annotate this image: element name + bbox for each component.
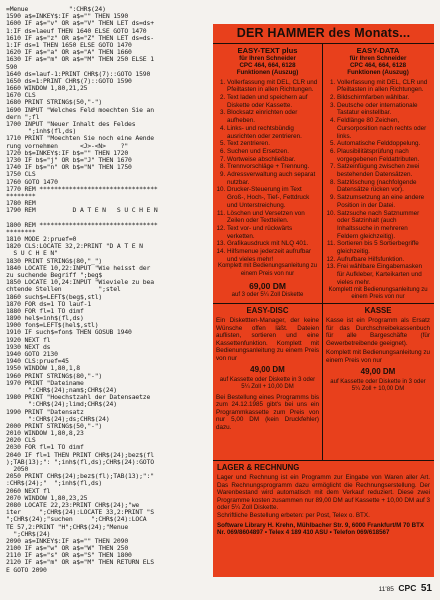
- easy-disc-text: Ein Diskettten-Manager, der keine Wünsche offen läßt. Dateien auflisten, sortieren und eine Kassettenfunktion. Komplett mit Bedienungsanleitung zu einem Preis von nur: [216, 317, 319, 362]
- listing-line: 1810 MODE 2:pruef=0: [6, 235, 77, 243]
- kasse-price-note: auf Kassette oder Diskette in 3 oder 5¼ Zoll + 10,00 DM: [330, 378, 426, 392]
- listing-line: 2020 CLS: [6, 436, 36, 445]
- listing-line: ";inh$(fl,ds): [28, 127, 77, 136]
- listing-line: 1750 CLS: [6, 170, 36, 179]
- listing-line: ********: [6, 191, 36, 200]
- listing-line: 2050: [13, 465, 29, 473]
- lager-text: Lager und Rechnung ist ein Programm zur Eingabe von Waren aller Art. Das Rechnungsprogramm dazu ermöglicht die Rechnungserstellung. Der Warenbestand wird automatisch mit dem Verkauf reduziert. Diese zwei Programme kosten zusammen nur 89,00 DM auf Kassette + 10,00 DM auf 3 oder 5¼ Zoll Diskette.: [217, 474, 430, 512]
- listing-line: 1620 IF a$="a" OR a$="A" THEN 1660: [6, 48, 132, 57]
- listing-line: 1900 fon$=LEFT$(hel$,stl): [6, 321, 99, 330]
- page-number: 51: [420, 583, 432, 594]
- listing-line: 1940 CLS:pruef=45: [6, 357, 69, 366]
- easy-data-sub-3: Funktionen (Auszug): [347, 69, 409, 77]
- easy-disc-title: EASY-DISC: [246, 306, 289, 315]
- feature-item: 9. Satzumsetzung an eine andere Position in der Datei.: [337, 194, 430, 209]
- listing-line: 1970 PRINT "Dateiname: [6, 378, 84, 387]
- listing-line: 1:IF ds=laeuf THEN 1640 ELSE GOTO 1470: [6, 26, 147, 35]
- listing-line: 1740 IF b$="n" OR b$="N" THEN 1750: [6, 163, 132, 172]
- listing-line: 1760 GOTO 1470: [6, 177, 58, 186]
- listing-line: 1990 PRINT "Datensatz: [6, 407, 84, 416]
- listing-line: 1730 IF b$="j" OR b$="J" THEN 1670: [6, 155, 132, 164]
- easy-text-price: 69,00 DM: [249, 280, 286, 291]
- easy-disc-price: 49,00 DM: [250, 364, 285, 374]
- listing-line: 1820 CLS:LOCATE 32,2:PRINT "D A T E N: [6, 242, 143, 251]
- listing-line: ":CHR$(24);ds;CHR$(24): [28, 414, 110, 423]
- kasse-column: [323, 304, 433, 460]
- easy-text-manual: Komplett mit Bedienungsanleitung zu einem Preis von nur: [217, 263, 318, 277]
- feature-item: 13. Frei wählbare Eingabemasken für Aufkleber, Karteikarten und vieles mehr.: [337, 263, 430, 286]
- listing-line: 1780 REM: [6, 199, 36, 208]
- listing-line: :CHR$(24);" ";inh$(fl,ds): [6, 479, 103, 488]
- feature-item: 13. Grafikausdruck mit NLQ 401.: [227, 240, 319, 248]
- easy-text-sub-2: CPC 464, 664, 6128: [239, 62, 296, 70]
- listing-line: 2100 IF a$="w" OR a$="W" THEN 250: [6, 544, 129, 553]
- listing-line: 2050 PRINT CHR$(24);bez$(fl);TAB(13);":": [6, 472, 154, 481]
- listing-line: 1960 PRINT STRING$(80,"-"): [6, 371, 103, 380]
- listing-line: 1660 WINDOW 1,80,21,25: [6, 84, 88, 93]
- listing-line: iter ";CHR$(24):LOCATE 33,2:PRINT "S: [6, 508, 154, 517]
- listing-line: 1890 hel$=inh$(fl,ds): [6, 314, 84, 323]
- kasse-price: 49,00 DM: [360, 366, 396, 376]
- listing-line: 2040 IF fl=1 THEN PRINT CHR$(24);bez$(fl: [6, 450, 154, 459]
- feature-item: 10. Drucker-Steuerung im Text Groß-, Hoch-, Tief-, Fettdruck und Unterstreichung.: [227, 186, 319, 209]
- feature-item: 6. Suchen und Ersetzen.: [227, 148, 319, 156]
- listing-line: 1630 IF a$="m" OR a$="M" THEN 250 ELSE 1: [6, 55, 154, 64]
- feature-item: 3. Deutsche oder internationale Tastatur einstellbar.: [337, 102, 430, 117]
- listing-line: 1920 NEXT fl: [6, 335, 51, 344]
- listing-line: 1840 LOCATE 10,22:INPUT "Wie heisst der: [6, 263, 151, 272]
- listing-line: 1790 REM D A T E N S U C H E N: [6, 206, 158, 215]
- product-columns: [213, 44, 434, 304]
- easy-text-sub-3: Funktionen (Auszug): [236, 69, 299, 77]
- vendor-address: Software Library H. Krehn, Mühlbacher Str. 9, 6000 Frankfurt/M 70 BTX Nr. 069/8604897 • Telex 4 189 410 ASU • Telefon 069/618567: [217, 521, 424, 536]
- feature-item: 12. Text vor- und rückwärts verketten.: [227, 225, 319, 240]
- listing-line: 2110 IF a$="s" OR a$="S" THEN 1800: [6, 551, 132, 560]
- listing-line: ":CHR$(24);limd;CHR$(24): [28, 400, 117, 409]
- listing-line: 1940 GOTO 2130: [6, 350, 58, 358]
- listing-line: ********: [6, 227, 36, 236]
- listing-line: 1980 PRINT "Hoechstzahl der Datensaetze: [6, 393, 151, 402]
- easy-disc-column: [213, 304, 323, 460]
- listing-line: ":CHR$(24);nam$;CHR$(24): [28, 385, 117, 394]
- easy-data-sub-1: für Ihren Schneider: [349, 55, 407, 62]
- listing-line: 2080 LOCATE 22,23:PRINT CHR$(24);"we: [6, 500, 140, 509]
- listing-line: 590: [6, 62, 18, 71]
- listing-line: 1650 ds=1:PRINT CHR$(7)::GOTO 1590: [6, 76, 132, 85]
- order-note: Schriftliche Bestellung erbeten: per Post, Telex o. BTX.: [217, 511, 370, 519]
- listing-line: 1710 PRINT "Moechten Sie noch eine Aende: [6, 134, 154, 143]
- kasse-manual: Komplett mit Bedienungsanleitung zu einem Preis von nur: [326, 349, 430, 364]
- easy-disc-order-text: Bei Bestellung eines Programms bis zum 24.12.1985 gibt's bei uns ein Programmkassette zum Preis von nur 5,00 DM (kein Druckfehler) dazu.: [216, 393, 319, 431]
- listing-line: 1700 INPUT "Neuer Inhalt des Feldes: [6, 120, 136, 128]
- listing-line: 1870 FOR ds=1 TO lauf-1: [6, 299, 92, 308]
- feature-item: 6. Plausibilitätsprüfung nach vorgegebenen Feldattributen.: [337, 148, 430, 163]
- listing-line: 1850 LOCATE 10,24:INPUT "Wieviele zu bea: [6, 278, 154, 287]
- listing-line: 1690 INPUT "Welches Feld moechten Sie an: [6, 105, 154, 114]
- magazine-label: CPC: [398, 583, 417, 593]
- feature-item: 2. Bildschirmfarben wählbar.: [337, 94, 430, 102]
- listing-line: 2010 WINDOW 1,80,8,23: [6, 429, 84, 438]
- listing-line: zu suchende Begriff ";beg$: [6, 270, 103, 279]
- listing-line: 1720 b$=INKEY$:IF b$="" THEN 1720: [6, 148, 129, 157]
- listing-line: 2030 FOR fl=1 TO dimf: [6, 443, 84, 452]
- feature-item: 14. Hilfsmenue jederzeit aufrufbar und vieles mehr!: [227, 248, 319, 263]
- listing-text: [6, 6, 208, 574]
- feature-item: 7. Satzeinfügung zwischen zwei bestehenden Datensätzen.: [337, 163, 430, 178]
- feature-item: 12. Aufrufbare Hilfsfunktion.: [337, 256, 430, 264]
- listing-line: 1590 a$=INKEY$:IF a$="" THEN 1590: [6, 12, 129, 21]
- issue-label: 11'85: [378, 586, 394, 593]
- feature-item: 5. Automatische Felddoppelung.: [337, 140, 430, 148]
- product-columns-2: [213, 304, 434, 461]
- page-footer: [379, 583, 432, 594]
- easy-data-column: [323, 44, 433, 303]
- kasse-text: Kasse ist ein Programm als Ersatz für das Durchschreibekassenbuch für alle Bargeschäfte (für Gewerbetreibende geeignet).: [326, 317, 430, 347]
- listing-line: 1610 IF a$="z" OR a$="Z" THEN LET ds=ds-: [6, 33, 154, 42]
- listing-line: 1860 such$=LEFT$(beg$,stl): [6, 292, 103, 301]
- listing-line: 1640 ds=lauf-1:PRINT CHR$(7)::GOTO 1590: [6, 69, 151, 78]
- easy-data-sub-2: CPC 464, 664, 6128: [349, 62, 407, 70]
- basic-listing: [6, 6, 208, 578]
- feature-item: 5. Text zentrieren.: [227, 140, 319, 148]
- kasse-title: KASSE: [364, 306, 392, 315]
- listing-line: ";CHR$(24);"suchen ";CHR$(24):LOCA: [6, 515, 147, 524]
- easy-disc-price-note: auf Kassette oder Diskette in 3 oder 5¼ Zoll + 10,00 DM: [219, 376, 316, 390]
- listing-line: 1910 IF such$=fon$ THEN GOSUB 1940: [6, 328, 132, 337]
- listing-line: chtende Stellen ";stel: [6, 285, 121, 294]
- easy-data-features: [326, 79, 430, 287]
- lager-section: [213, 461, 434, 538]
- listing-line: 2060 NEXT fl: [6, 486, 51, 495]
- feature-item: 2. Text laden und speichern auf Diskette oder Kassette.: [227, 94, 319, 109]
- lager-title: LAGER & RECHNUNG: [217, 463, 300, 472]
- listing-line: 1680 PRINT STRING$(50,"-"): [6, 98, 103, 107]
- listing-line: 1880 FOR fl=1 TO dimf: [6, 306, 84, 315]
- feature-item: 11. Löschen und Versetzen von Zeilen oder Textteilen.: [227, 210, 319, 225]
- listing-line: 1670 CLS: [6, 91, 36, 100]
- listing-line: 1930 NEXT ds: [6, 342, 51, 351]
- listing-line: 1:IF ds=1 THEN 1650 ELSE GOTO 1470: [6, 40, 132, 49]
- feature-item: 1. Vollerfassung mit DEL, CLR und Pfeiltasten in allen Richtungen.: [337, 79, 430, 94]
- listing-line: 2070 WINDOW 1,80,23,25: [6, 493, 88, 502]
- listing-line: E GOTO 2090: [6, 565, 47, 574]
- listing-line: 1600 IF a$="v" OR a$="V" THEN LET ds=ds+: [6, 19, 154, 28]
- listing-line: 1830 PRINT STRING$(80,"_"): [6, 256, 103, 265]
- feature-item: 4. Feldlänge 80 Zeichen, Cursorposition nach rechts oder links.: [337, 117, 430, 140]
- feature-item: 8. Satzlöschung (nachfolgende Datensätze rücken vor).: [337, 179, 430, 194]
- feature-item: 7. Wortweise abschließbar.: [227, 156, 319, 164]
- listing-line: 2120 IF a$="m" OR a$="M" THEN RETURN ELS: [6, 558, 154, 567]
- listing-line: 1800 REM ********************************: [6, 220, 158, 229]
- advert-headline: DER HAMMER des Monats...: [213, 24, 434, 44]
- feature-item: 8. Trennvorschläge + Trennung.: [227, 163, 319, 171]
- listing-line: 1950 WINDOW 1,80,1,8: [6, 364, 80, 373]
- listing-line: ";CHR$(24): [13, 529, 51, 538]
- feature-item: 11. Sortieren bis 5 Sortierbegriffe gleichzeitig.: [337, 240, 430, 255]
- listing-line: TE 57,2:PRINT "H";CHR$(24);"Menue: [6, 522, 129, 531]
- easy-text-column: [213, 44, 323, 303]
- feature-item: 3. Blocksatz einrichten oder aufheben.: [227, 109, 319, 124]
- easy-text-price-note: auf 3 oder 5¼ Zoll Diskette: [231, 291, 304, 298]
- easy-data-manual: Komplett mit Bedienungsanleitung zu einem Preis von nur: [328, 286, 428, 300]
- listing-line: );TAB(13);": ";inh$(fl,ds);CHR$(24):GOTO: [6, 457, 154, 466]
- listing-line: 2000 PRINT STRING$(50,"-"): [6, 421, 103, 430]
- listing-line: rung vornehmen <J>-<N> ?": [6, 141, 129, 150]
- listing-line: =Menue ":CHR$(24): [6, 6, 106, 13]
- feature-item: 1. Vollerfassung mit DEL, CLR und Pfeiltasten in allen Richtungen.: [227, 79, 319, 94]
- listing-line: 2090 a$=INKEY$:IF a$="" THEN 2090: [6, 536, 129, 545]
- feature-item: 9. Adressverwaltung auch separat nutzbar.: [227, 171, 319, 186]
- feature-item: 4. Links- und rechtsbündig ausrichten oder zentrieren.: [227, 125, 319, 140]
- software-advert: [213, 24, 434, 577]
- easy-text-sub-1: für Ihren Schneider: [239, 55, 296, 62]
- easy-text-title: EASY-TEXT plus: [237, 46, 298, 55]
- listing-line: 1770 REM ********************************: [6, 184, 158, 193]
- easy-data-title: EASY-DATA: [356, 46, 400, 55]
- listing-line: dern ";fl: [6, 112, 40, 121]
- feature-item: 10. Satzsuche nach Satznummer oder Satzinhalt (auch Inhaltssuche in mehreren Feldern gleichzeitig).: [337, 210, 430, 241]
- easy-text-features: [216, 79, 319, 264]
- listing-line: S U C H E N": [13, 249, 58, 258]
